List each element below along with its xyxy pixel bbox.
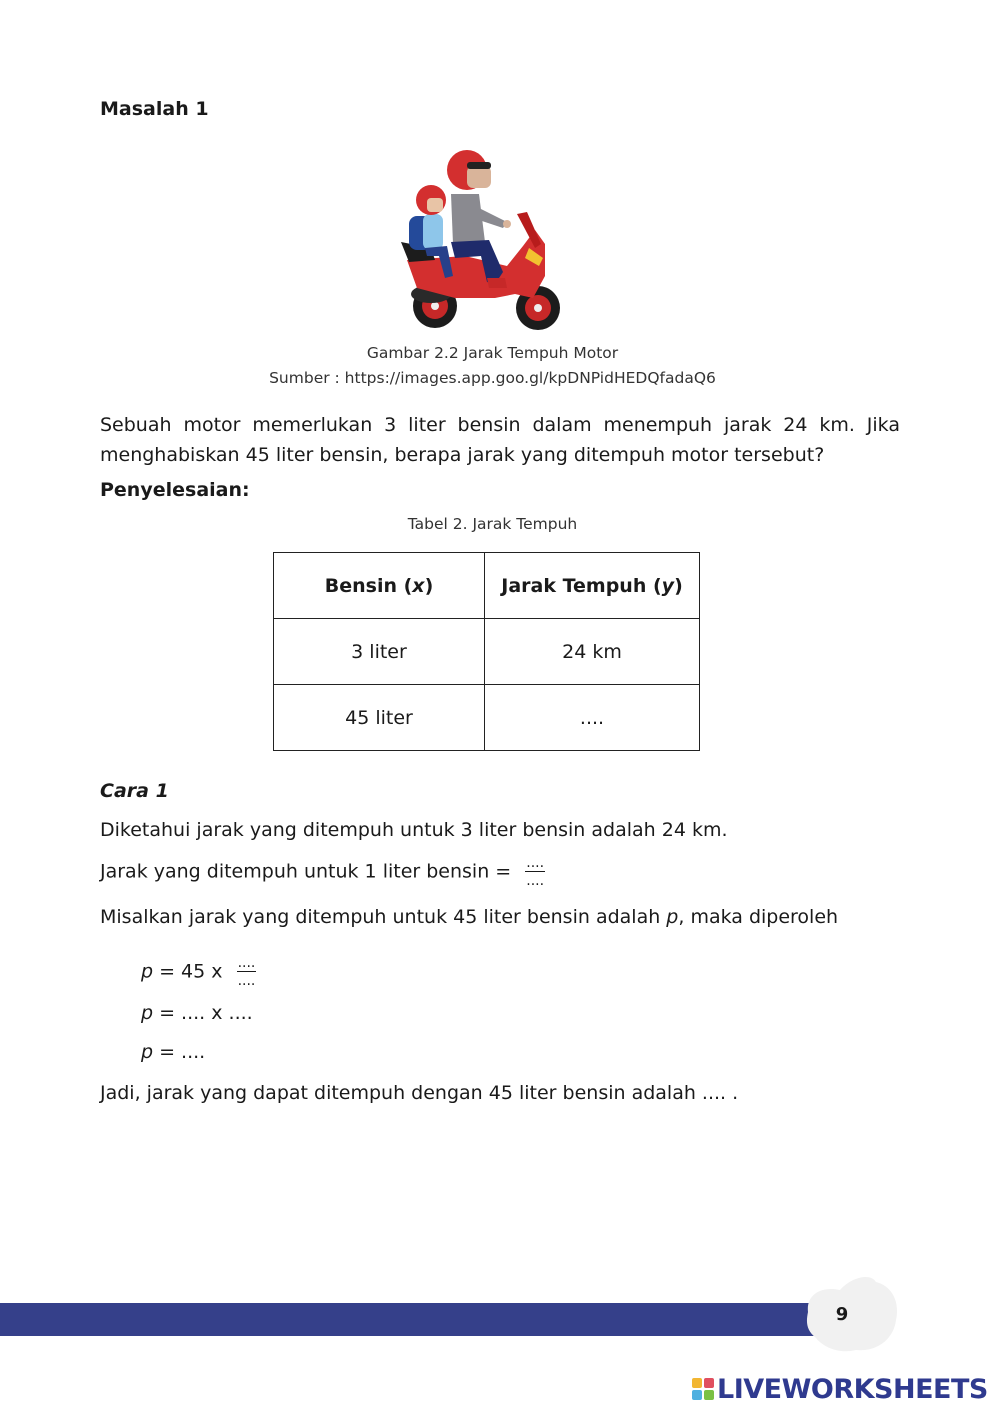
problem-text: Sebuah motor memerlukan 3 liter bensin dalam menempuh jarak 24 km. Jika menghabiskan 45 liter bensin, berapa jarak yang ditempuh motor tersebut?	[100, 414, 900, 466]
liveworksheets-logo	[692, 1372, 988, 1406]
brand-name: LIVEWORKSHEETS	[717, 1373, 988, 1405]
table-cell: ....	[485, 685, 700, 751]
solution-label: Penyelesaian:	[100, 479, 250, 501]
per-liter-fraction: $\frac{....}{....}$	[526, 855, 545, 889]
method-line-suppose: Misalkan jarak yang ditempuh untuk 45 liter bensin adalah p, maka diperoleh	[100, 906, 839, 928]
distance-table	[273, 552, 700, 751]
footer-bar	[0, 1303, 815, 1336]
page-number-blob	[800, 1272, 900, 1354]
table-cell: 3 liter	[274, 619, 485, 685]
page-number: 9	[835, 1304, 849, 1325]
section-heading: Masalah 1	[100, 98, 209, 120]
brand-grid-icon	[692, 1378, 714, 1400]
method-line-per-liter: Jarak yang ditempuh untuk 1 liter bensin = $\frac{....}{....}$	[100, 855, 545, 889]
table-cell: 45 liter	[274, 685, 485, 751]
equation-3: p = ....	[141, 1041, 206, 1063]
table-header-jarak: Jarak Tempuh (y)	[485, 553, 700, 619]
table-header-row	[274, 553, 700, 619]
table-caption: Tabel 2. Jarak Tempuh	[407, 515, 578, 533]
equation-1-fraction: $\frac{....}{....}$	[237, 955, 256, 989]
motorbike-riders-illustration	[395, 148, 570, 338]
table-cell: 24 km	[485, 619, 700, 685]
figure-source: Sumber : https://images.app.goo.gl/kpDNPidHEDQfadaQ6	[269, 369, 716, 387]
table-header-bensin: Bensin (x)	[274, 553, 485, 619]
method-title: Cara 1	[100, 780, 169, 802]
figure-caption: Gambar 2.2 Jarak Tempuh Motor	[366, 344, 619, 362]
equation-1: p = 45 x $\frac{....}{....}$	[141, 955, 256, 989]
method-line-given: Diketahui jarak yang ditempuh untuk 3 liter bensin adalah 24 km.	[100, 819, 728, 841]
equation-2: p = .... x ....	[141, 1002, 253, 1024]
table-row	[274, 685, 700, 751]
conclusion-text: Jadi, jarak yang dapat ditempuh dengan 45 liter bensin adalah .... .	[100, 1082, 739, 1104]
table-row	[274, 619, 700, 685]
